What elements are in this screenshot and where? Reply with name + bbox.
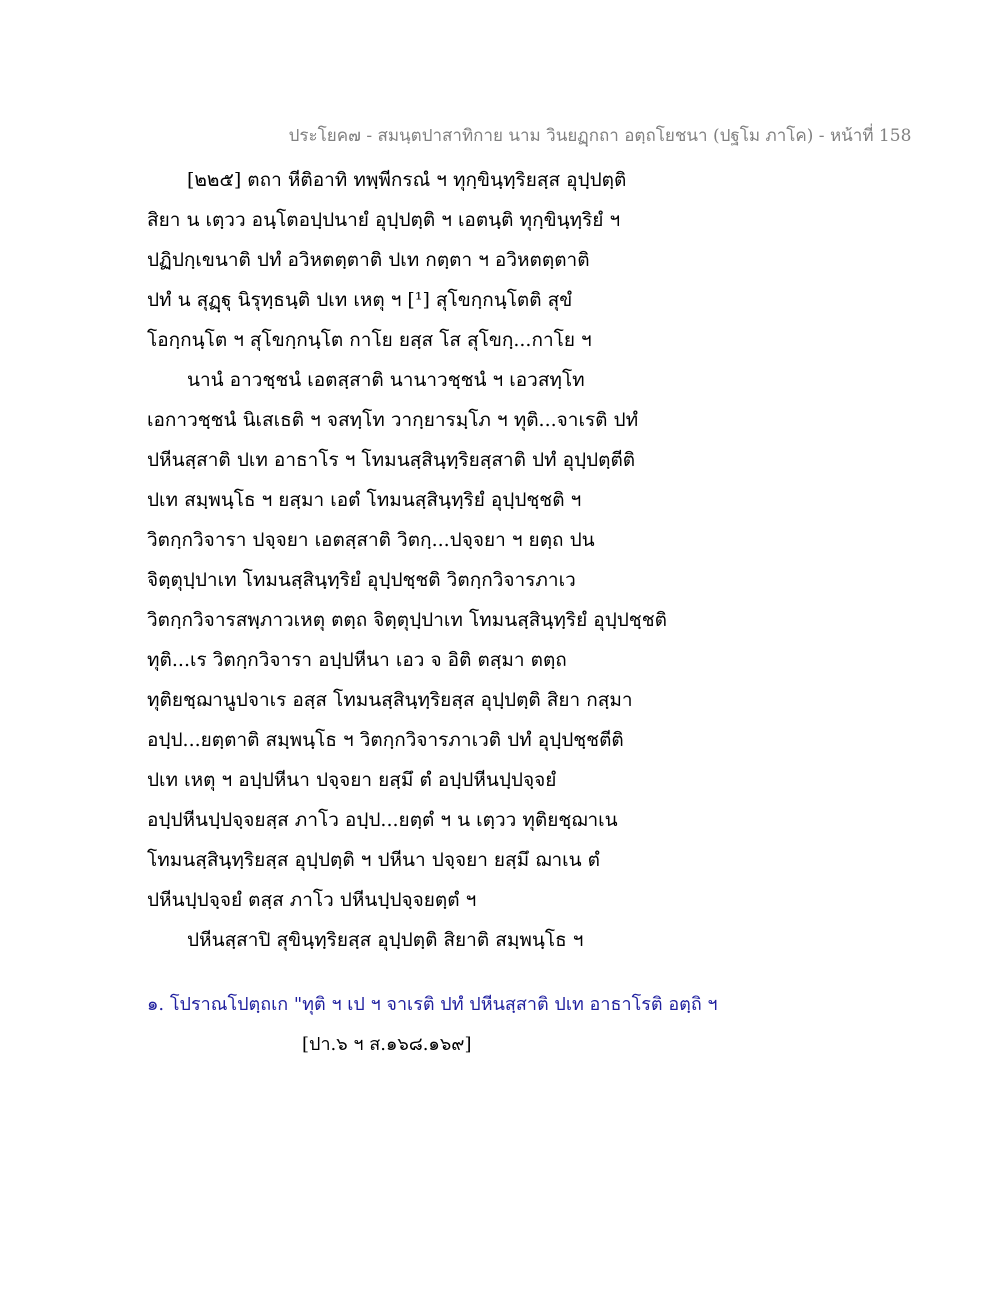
text-line: ปเท สมฺพนฺโธ ฯ ยสฺมา เอตํ โทมนสฺสินฺทฺริยํ อุปฺปชฺชติ ฯ (147, 489, 582, 511)
text-line: ปหีนสฺสาติ ปเท อาธาโร ฯ โทมนสฺสินฺทฺริยสฺสาติ ปทํ อุปฺปตฺตีติ (147, 449, 636, 471)
text-line: ปหีนปฺปจฺจยํ ตสฺส ภาโว ปหีนปฺปจฺจยตฺตํ ฯ (147, 889, 477, 911)
footnote-note: ๑. โปราณโปตฺถเก "ทุติ ฯ เป ฯ จาเรติ ปทํ ปหีนสฺสาติ ปเท อาธาโรติ อตฺถิ ฯ (147, 994, 718, 1015)
text-line: อปฺป...ยตฺตาติ สมฺพนฺโธ ฯ วิตกฺกวิจารภาเวติ ปทํ อุปฺปชฺชตีติ (147, 729, 624, 751)
text-line: อปฺปหีนปฺปจฺจยสฺส ภาโว อปฺป...ยตฺตํ ฯ น เตฺวว ทุติยชฺฌาเน (147, 809, 618, 831)
body-text (147, 160, 867, 960)
footnote-reference: [ปา.๖ ฯ ส.๑๖๘.๑๖๙] (302, 1034, 472, 1055)
text-line: วิตกฺกวิจารสพฺภาวเหตุ ตตฺถ จิตฺตุปฺปาเท โทมนสฺสินฺทฺริยํ อุปฺปชฺชติ (147, 609, 667, 631)
text-line: [๒๒๕] ตถา หีติอาทิ ทพฺพีกรณํ ฯ ทุกฺขินฺทฺริยสฺส อุปฺปตฺติ (187, 169, 627, 191)
running-header (0, 122, 1000, 149)
text-line: เอกาวชฺชนํ นิเสเธติ ฯ จสทฺโท วากฺยารมฺโภ ฯ ทุติ...จาเรติ ปทํ (147, 409, 639, 431)
text-line: ปหีนสฺสาปิ สุขินฺทฺริยสฺส อุปฺปตฺติ สิยาติ สมฺพนฺโธ ฯ (187, 929, 584, 951)
text-line: ปเท เหตุ ฯ อปฺปหีนา ปจฺจยา ยสฺมึ ตํ อปฺปหีนปฺปจฺจยํ (147, 769, 557, 791)
header-text: ประโยค๗ - สมนฺตปาสาทิกาย นาม วินยฏฺกถา อตฺถโยชนา (ปฐโม ภาโค) - หน้าที่ 158 (288, 126, 912, 146)
text-line: ปฏิปกฺเขนาติ ปทํ อวิหตตฺตาติ ปเท กตฺตา ฯ อวิหตตฺตาติ (147, 249, 590, 271)
text-line: วิตกฺกวิจารา ปจฺจยา เอตสฺสาติ วิตกฺ...ปจฺจยา ฯ ยตฺถ ปน (147, 529, 595, 551)
text-line: โทมนสฺสินฺทฺริยสฺส อุปฺปตฺติ ฯ ปหีนา ปจฺจยา ยสฺมึ ฌาเน ตํ (147, 849, 600, 871)
text-line: ทุติ...เร วิตกฺกวิจารา อปฺปหีนา เอว จ อิติ ตสฺมา ตตฺถ (147, 649, 567, 671)
text-line: โอกฺกนฺโต ฯ สุโขกฺกนฺโต กาโย ยสฺส โส สุโขกฺ...กาโย ฯ (147, 329, 592, 351)
text-line: ทุติยชฺฌานูปจาเร อสฺส โทมนสฺสินฺทฺริยสฺส อุปฺปตฺติ สิยา กสฺมา (147, 689, 633, 711)
text-line: นานํ อาวชฺชนํ เอตสฺสาติ นานาวชฺชนํ ฯ เอวสทฺโท (187, 369, 585, 391)
text-line: ปทํ น สุฏฺฐุ นิรุทฺธนฺติ ปเท เหตุ ฯ [¹] สุโขกฺกนฺโตติ สุขํ (147, 289, 573, 311)
text-line: สิยา น เตฺวว อนฺโตอปฺปนายํ อุปฺปตฺติ ฯ เอตนฺติ ทุกฺขินฺทฺริยํ ฯ (147, 209, 621, 231)
footnote (147, 985, 947, 1065)
text-line: จิตฺตุปฺปาเท โทมนสฺสินฺทฺริยํ อุปฺปชฺชติ วิตกฺกวิจารภาเว (147, 569, 576, 591)
